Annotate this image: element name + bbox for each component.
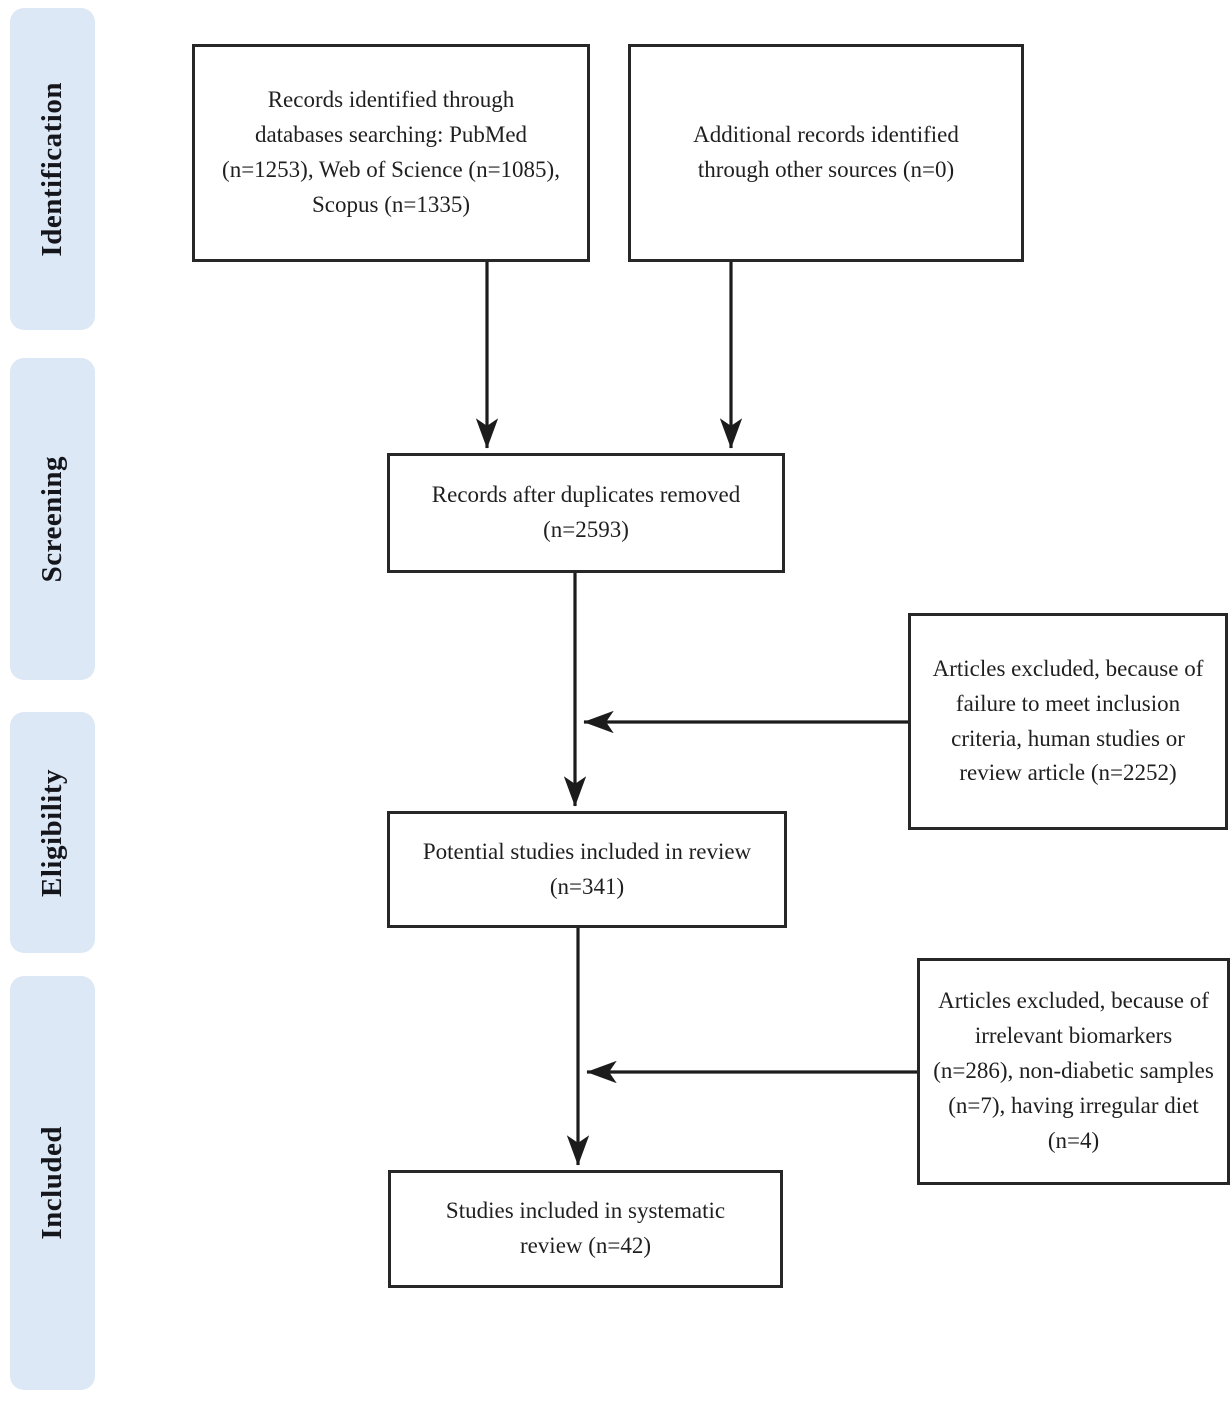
stage-identification-label: Identification xyxy=(36,81,68,257)
node-included-studies xyxy=(388,1170,783,1288)
node-excluded-eligibility-text: Articles excluded, because of irrelevant biomarkers (n=286), non-diabetic samples (n=7), having irregular diet (n=4) xyxy=(933,988,1214,1153)
node-after-duplicates xyxy=(387,453,785,573)
stage-included xyxy=(10,976,95,1390)
stage-screening-label: Screening xyxy=(36,455,68,583)
stage-identification xyxy=(10,8,95,330)
stage-screening xyxy=(10,358,95,680)
node-potential-studies-text: Potential studies included in review (n=341) xyxy=(422,838,752,899)
node-records-identified xyxy=(192,44,590,262)
node-records-identified-text: Records identified through databases searching: PubMed (n=1253), Web of Science (n=1085), Scopus (n=1335) xyxy=(222,87,560,217)
stage-eligibility-label: Eligibility xyxy=(36,768,68,897)
node-additional-records xyxy=(628,44,1024,262)
node-potential-studies xyxy=(387,811,787,928)
node-excluded-screening xyxy=(908,613,1228,830)
stage-included-label: Included xyxy=(36,1126,68,1240)
node-additional-records-text: Additional records identified through other sources (n=0) xyxy=(693,122,959,182)
node-excluded-screening-text: Articles excluded, because of failure to meet inclusion criteria, human studies or review article (n=2252) xyxy=(932,655,1204,786)
stage-eligibility xyxy=(10,712,95,953)
node-excluded-eligibility xyxy=(917,958,1230,1185)
node-included-studies-text: Studies included in systematic review (n=42) xyxy=(445,1198,726,1258)
node-after-duplicates-text: Records after duplicates removed (n=2593) xyxy=(431,482,741,542)
